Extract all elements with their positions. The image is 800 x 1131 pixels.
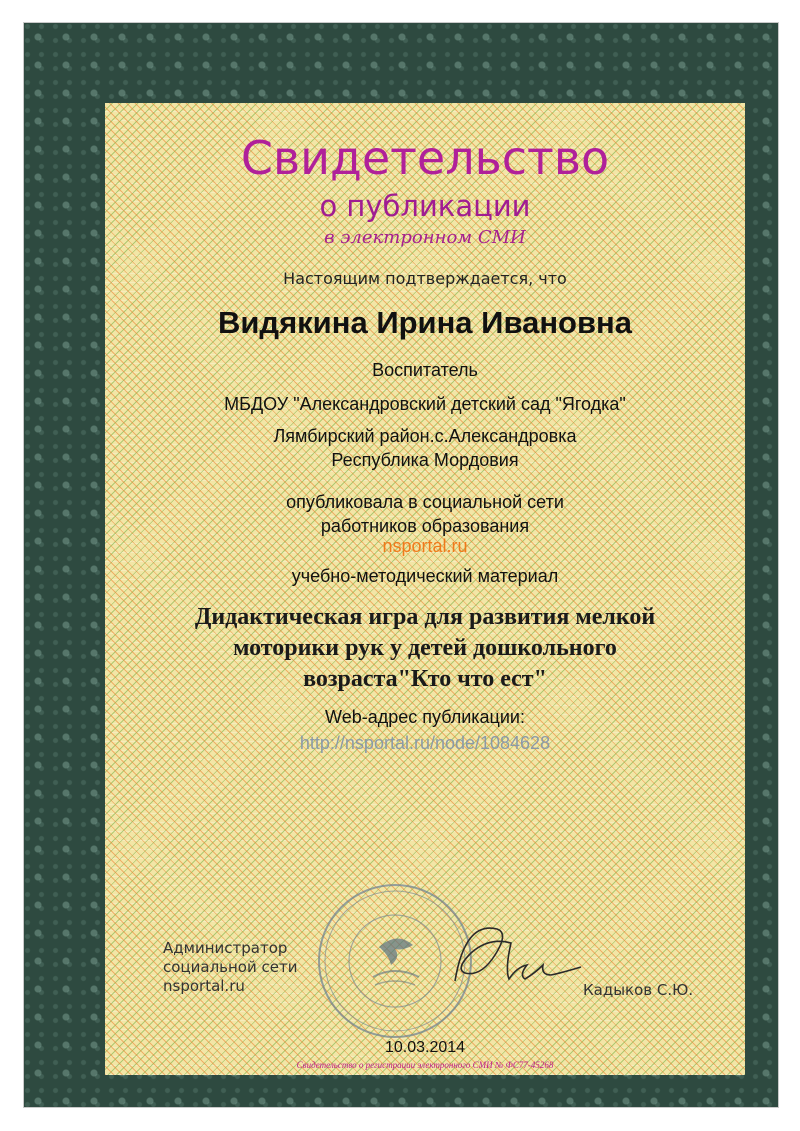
certificate-date: 10.03.2014	[384, 1039, 466, 1056]
recipient-name: Видякина Ирина Ивановна	[217, 305, 633, 340]
published-line-1: опубликовала в социальной сети	[286, 492, 564, 512]
certificate-body	[105, 103, 745, 1075]
recipient-position: Воспитатель	[372, 360, 478, 380]
confirm-text: Настоящим подтверждается, что	[283, 269, 567, 288]
region-line-2: Республика Мордовия	[331, 450, 519, 470]
recipient-organization: МБДОУ "Александровский детский сад "Ягодка"	[224, 394, 626, 414]
certificate-subtitle: о публикации	[319, 189, 531, 223]
administrator-block	[163, 939, 297, 996]
region-line-1: Лямбирский район.с.Александровка	[273, 426, 577, 446]
work-title-line: Дидактическая игра для развития мелкой	[194, 604, 656, 630]
certificate-frame	[23, 22, 779, 1108]
signer-name: Кадыков С.Ю.	[583, 981, 694, 999]
certificate-subtitle-media: в электронном СМИ	[324, 227, 526, 248]
site-name: nsportal.ru	[382, 536, 468, 556]
material-type: учебно-методический материал	[291, 566, 559, 586]
admin-line: социальной сети	[163, 958, 298, 976]
registration-note: Свидетельство о регистрации электронного СМИ № ФС77-45268	[296, 1060, 554, 1070]
admin-line: Администратор	[163, 939, 288, 957]
publication-link[interactable]: http://nsportal.ru/node/1084628	[299, 733, 551, 753]
certificate-title: Свидетельство	[240, 131, 610, 185]
work-title-line: возраста"Кто что ест"	[303, 666, 547, 692]
web-address-label: Web-адрес публикации:	[325, 707, 525, 727]
admin-line: nsportal.ru	[163, 977, 245, 995]
work-title-line: моторики рук у детей дошкольного	[233, 635, 617, 661]
web-address-row	[105, 733, 745, 754]
published-line-2: работников образования	[320, 516, 530, 536]
signature	[445, 911, 595, 1001]
